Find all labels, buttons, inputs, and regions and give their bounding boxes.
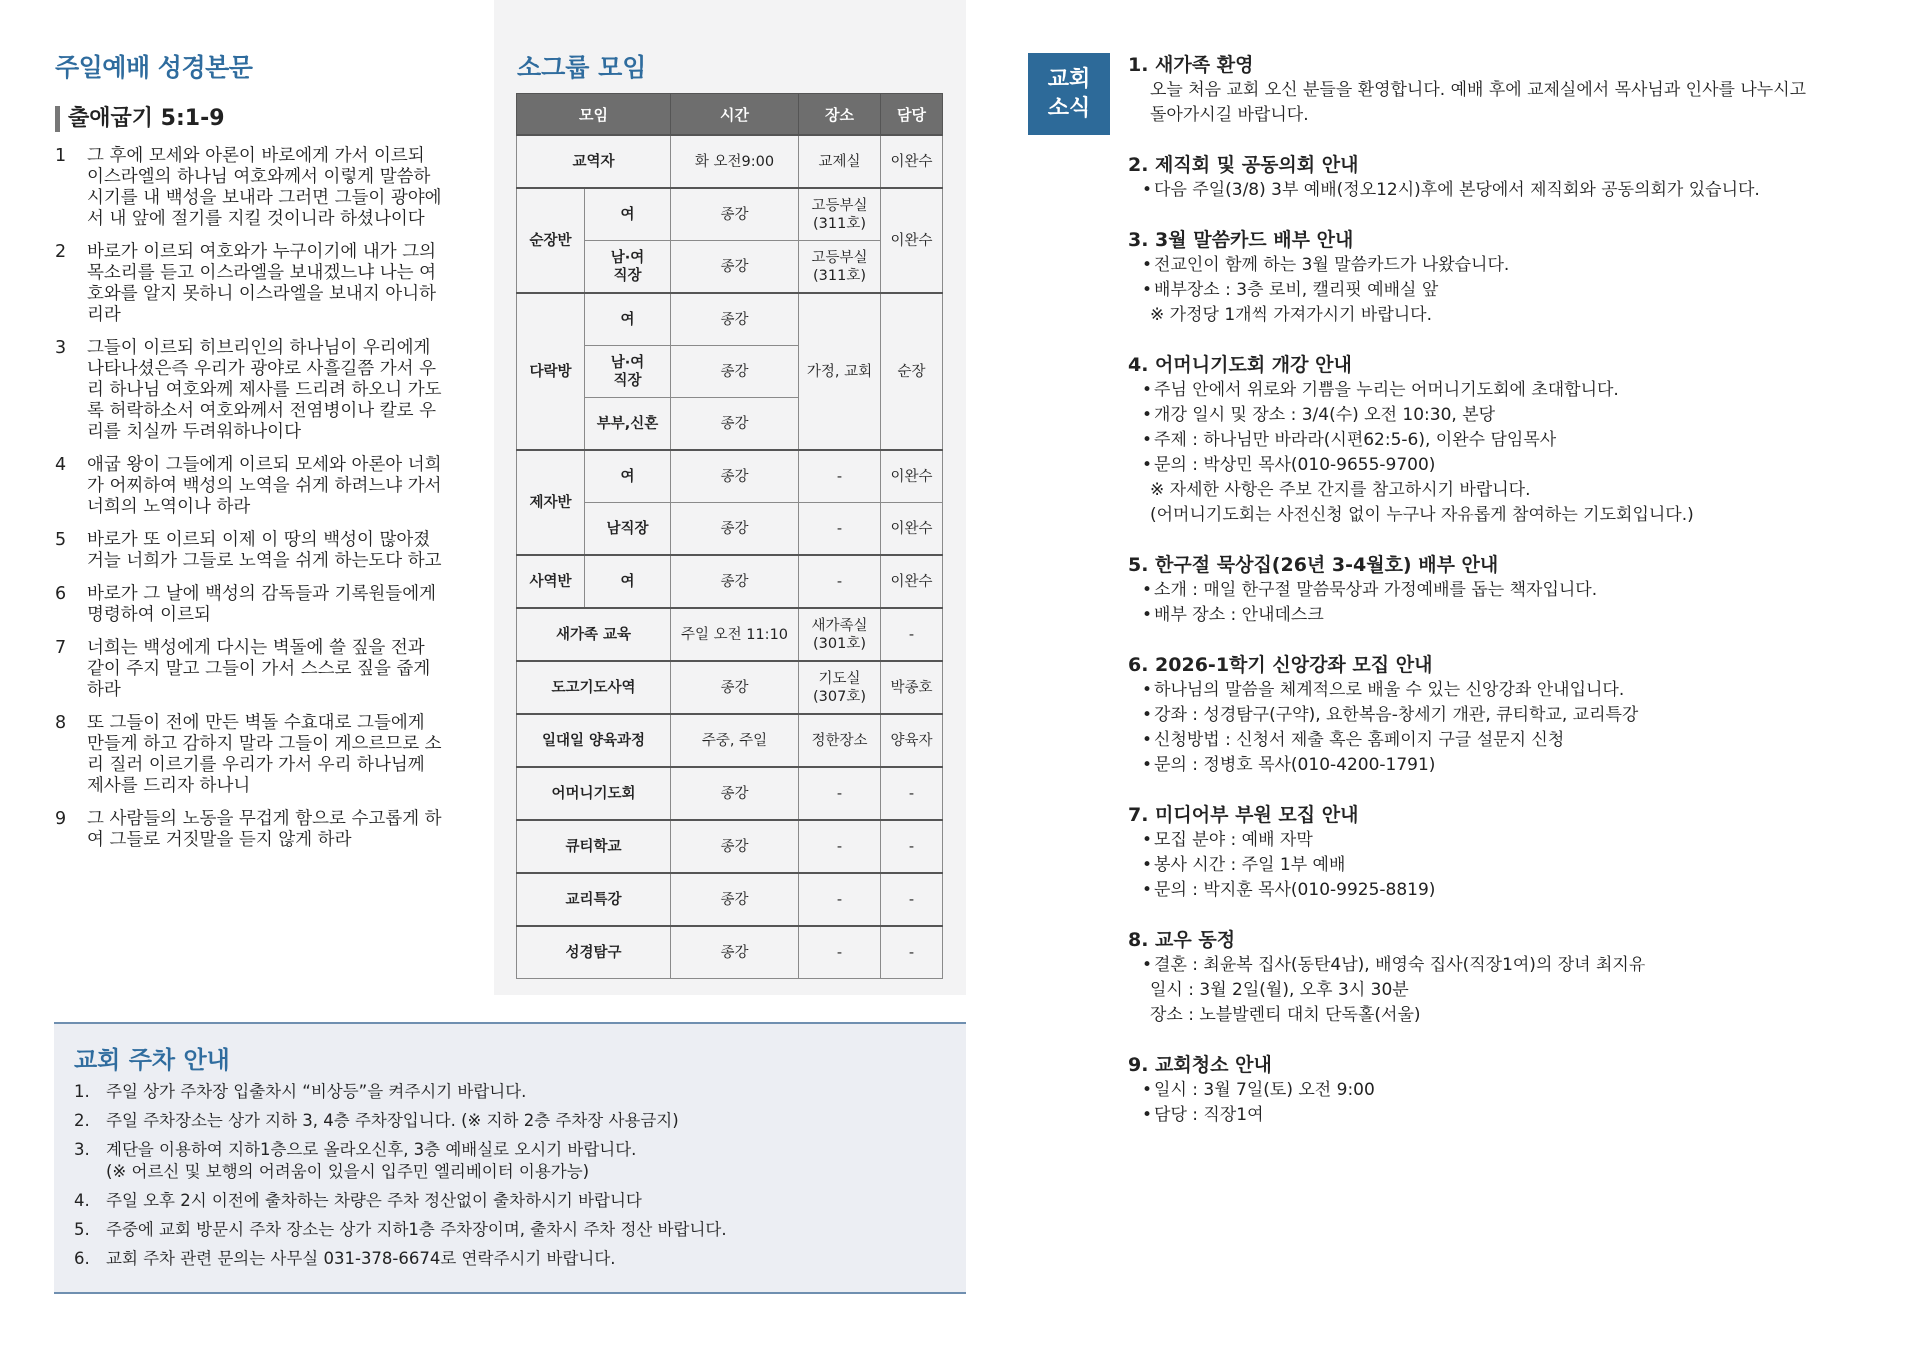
parking-text-wrap — [106, 1248, 616, 1270]
cell-place: 새가족실 (301호) — [799, 608, 881, 661]
news-item-line: 장소 : 노블발렌티 대치 단독홀(서울) — [1150, 1005, 1421, 1025]
cell-group: 순장반 — [517, 188, 585, 293]
cell-place: - — [799, 555, 881, 608]
news-item-line: • 일시 : 3월 7일(토) 오전 9:00 — [1128, 1078, 1888, 1103]
verse-item — [55, 638, 445, 701]
news-item — [1128, 652, 1888, 778]
verse-item — [55, 809, 445, 851]
smallgroup-table — [516, 93, 943, 979]
cell-leader: 양육자 — [881, 714, 943, 767]
parking-text: 주중에 교회 방문시 주차 장소는 상가 지하1층 주차장이며, 출차시 주차 정산 바랍니다. — [106, 1220, 727, 1239]
news-item-line: 오늘 처음 교회 오신 분들을 환영합니다. 예배 후에 교제실에서 목사님과 인사를 나누시고 — [1150, 80, 1807, 100]
cell-place: - — [799, 503, 881, 556]
table-row — [517, 450, 943, 503]
news-item — [1128, 152, 1888, 203]
cell-place: 가정, 교회 — [799, 293, 881, 450]
cell-place: - — [799, 450, 881, 503]
news-item-title: 9. 교회청소 안내 — [1128, 1054, 1272, 1076]
cell-place: - — [799, 926, 881, 979]
news-item-line: ※ 자세한 사항은 주보 간지를 참고하시기 바랍니다. — [1150, 480, 1531, 500]
news-item-title: 5. 한구절 묵상집(26년 3-4월호) 배부 안내 — [1128, 554, 1499, 576]
parking-item — [74, 1081, 954, 1103]
cell-group: 성경탐구 — [517, 926, 671, 979]
cell-place: 교제실 — [799, 135, 881, 188]
parking-number: 6. — [74, 1249, 90, 1268]
parking-item — [74, 1110, 954, 1132]
verse-text: 너희는 백성에게 다시는 벽돌에 쓸 짚을 전과 같이 주지 말고 그들이 가서 스스로 짚을 줍게 하라 — [87, 638, 431, 700]
verse-item — [55, 338, 445, 443]
parking-number: 2. — [74, 1111, 90, 1130]
news-item-line: • 문의 : 박지훈 목사(010-9925-8819) — [1128, 878, 1888, 903]
news-item — [1128, 352, 1888, 528]
parking-text: 주일 상가 주차장 입출차시 “비상등”을 켜주시기 바랍니다. — [106, 1082, 527, 1101]
cell-subgroup: 남직장 — [585, 503, 671, 556]
news-badge — [1028, 53, 1110, 135]
table-row — [517, 555, 943, 608]
news-item-line: • 문의 : 정병호 목사(010-4200-1791) — [1128, 753, 1888, 778]
cell-group: 사역반 — [517, 555, 585, 608]
parking-text: 주일 주차장소는 상가 지하 3, 4층 주차장입니다. (※ 지하 2층 주차장 사용금지) — [106, 1111, 679, 1130]
news-item-line: 일시 : 3월 2일(월), 오후 3시 30분 — [1150, 980, 1409, 1000]
parking-item — [74, 1219, 954, 1241]
cell-time: 종강 — [671, 661, 799, 714]
cell-place: - — [799, 873, 881, 926]
cell-time: 종강 — [671, 767, 799, 820]
cell-place: 고등부실 (311호) — [799, 241, 881, 294]
cell-subgroup: 여 — [585, 555, 671, 608]
parking-text: 계단을 이용하여 지하1층으로 올라오신후, 3층 예배실로 오시기 바랍니다. — [106, 1140, 637, 1159]
verse-text: 그 후에 모세와 아론이 바로에게 가서 이르되 이스라엘의 하나님 여호와께서 이렇게 말씀하시기를 내 백성을 보내라 그러면 그들이 광야에서 내 앞에 절기를 지킬 것이니라 하셨나이다 — [87, 146, 442, 229]
header-time: 시간 — [671, 94, 799, 136]
news-item-title: 8. 교우 동정 — [1128, 929, 1236, 951]
cell-time: 주중, 주일 — [671, 714, 799, 767]
news-badge-line1: 교회 — [1047, 67, 1091, 92]
cell-place: - — [799, 820, 881, 873]
cell-group: 일대일 양육과정 — [517, 714, 671, 767]
news-item-line: • 전교인이 함께 하는 3월 말씀카드가 나왔습니다. — [1128, 253, 1888, 278]
parking-item — [74, 1139, 954, 1183]
verse-item — [55, 584, 445, 626]
cell-leader: 이완수 — [881, 135, 943, 188]
parking-text-wrap — [106, 1190, 642, 1212]
verse-number: 4 — [55, 455, 67, 475]
table-row — [517, 661, 943, 714]
verse-item — [55, 455, 445, 518]
scripture-title: 주일예배 성경본문 — [55, 53, 253, 82]
cell-time: 종강 — [671, 555, 799, 608]
cell-time: 종강 — [671, 926, 799, 979]
verse-item — [55, 530, 445, 572]
verse-text: 바로가 또 이르되 이제 이 땅의 백성이 많아졌거늘 너희가 그들로 노역을 쉬게 하는도다 하고 — [87, 530, 442, 571]
verse-text: 바로가 이르되 여호와가 누구이기에 내가 그의 목소리를 듣고 이스라엘을 보내겠느냐 나는 여호와를 알지 못하니 이스라엘을 보내지 아니하리라 — [87, 242, 437, 325]
news-item-line: • 모집 분야 : 예배 자막 — [1128, 828, 1888, 853]
parking-text-wrap — [106, 1081, 526, 1103]
parking-list — [74, 1081, 954, 1277]
cell-time: 화 오전9:00 — [671, 135, 799, 188]
verse-number: 6 — [55, 584, 67, 604]
verse-number: 5 — [55, 530, 67, 550]
news-item-line: ※ 가정당 1개씩 가져가시기 바랍니다. — [1150, 305, 1432, 325]
cell-group: 어머니기도회 — [517, 767, 671, 820]
news-item-line: • 문의 : 박상민 목사(010-9655-9700) — [1128, 453, 1888, 478]
cell-subgroup: 남·여 직장 — [585, 241, 671, 294]
cell-time: 종강 — [671, 820, 799, 873]
news-item-title: 1. 새가족 환영 — [1128, 54, 1254, 76]
table-row — [517, 926, 943, 979]
cell-subgroup: 남·여 직장 — [585, 346, 671, 398]
verse-text: 또 그들이 전에 만든 벽돌 수효대로 그들에게 만들게 하고 감하지 말라 그들이 게으르므로 소리 질러 이르기를 우리가 가서 우리 하나님께 제사를 드리자 하나니 — [87, 713, 442, 796]
cell-group: 교리특강 — [517, 873, 671, 926]
parking-number: 1. — [74, 1082, 90, 1101]
cell-leader: 이완수 — [881, 503, 943, 556]
cell-leader: 이완수 — [881, 450, 943, 503]
table-row — [517, 608, 943, 661]
scripture-section — [55, 48, 445, 863]
news-item-line: • 주님 안에서 위로와 기쁨을 누리는 어머니기도회에 초대합니다. — [1128, 378, 1888, 403]
news-item-line: • 다음 주일(3/8) 3부 예배(정오12시)후에 본당에서 제직회와 공동의회가 있습니다. — [1128, 178, 1888, 203]
cell-leader: 이완수 — [881, 188, 943, 293]
news-item-line: • 강좌 : 성경탐구(구약), 요한복음-창세기 개관, 큐티학교, 교리특강 — [1128, 703, 1888, 728]
verse-number: 1 — [55, 146, 67, 166]
cell-leader: - — [881, 873, 943, 926]
cell-group: 도고기도사역 — [517, 661, 671, 714]
cell-group: 교역자 — [517, 135, 671, 188]
news-item-line: • 결혼 : 최윤복 집사(동탄4남), 배영숙 집사(직장1여)의 장녀 최지유 — [1128, 953, 1888, 978]
verse-list — [55, 146, 445, 851]
news-item-line: • 담당 : 직장1여 — [1128, 1103, 1888, 1128]
parking-title: 교회 주차 안내 — [74, 1046, 230, 1074]
verse-item — [55, 146, 445, 230]
cell-time: 종강 — [671, 293, 799, 346]
news-item — [1128, 927, 1888, 1028]
news-item-title: 2. 제직회 및 공동의회 안내 — [1128, 154, 1359, 176]
news-item — [1128, 552, 1888, 628]
parking-text-wrap — [106, 1110, 679, 1132]
news-item-line: • 봉사 시간 : 주일 1부 예배 — [1128, 853, 1888, 878]
table-row — [517, 188, 943, 241]
news-item-line: • 개강 일시 및 장소 : 3/4(수) 오전 10:30, 본당 — [1128, 403, 1888, 428]
header-place: 장소 — [799, 94, 881, 136]
cell-group: 제자반 — [517, 450, 585, 555]
parking-text: 교회 주차 관련 문의는 사무실 031-378-6674로 연락주시기 바랍니다. — [106, 1249, 616, 1268]
news-item-title: 6. 2026-1학기 신앙강좌 모집 안내 — [1128, 654, 1433, 676]
table-row — [517, 873, 943, 926]
news-item-line: (어머니기도회는 사전신청 없이 누구나 자유롭게 참여하는 기도회입니다.) — [1150, 505, 1694, 525]
header-group: 모임 — [517, 94, 671, 136]
cell-group: 새가족 교육 — [517, 608, 671, 661]
verse-number: 3 — [55, 338, 67, 358]
parking-note: (※ 어르신 및 보행의 어려움이 있을시 입주민 엘리베이터 이용가능) — [106, 1162, 590, 1181]
verse-number: 2 — [55, 242, 67, 262]
cell-leader: 박종호 — [881, 661, 943, 714]
cell-subgroup: 부부,신혼 — [585, 398, 671, 451]
cell-leader: 이완수 — [881, 555, 943, 608]
cell-place: 기도실 (307호) — [799, 661, 881, 714]
cell-subgroup: 여 — [585, 293, 671, 346]
cell-time: 종강 — [671, 873, 799, 926]
cell-place: - — [799, 767, 881, 820]
parking-number: 4. — [74, 1191, 90, 1210]
parking-item — [74, 1248, 954, 1270]
news-item-line: 돌아가시길 바랍니다. — [1150, 105, 1309, 125]
news-item-title: 7. 미디어부 부원 모집 안내 — [1128, 804, 1359, 826]
cell-time: 종강 — [671, 188, 799, 241]
cell-time: 종강 — [671, 346, 799, 398]
verse-text: 그들이 이르되 히브리인의 하나님이 우리에게 나타나셨은즉 우리가 광야로 사흘길쯤 가서 우리 하나님 여호와께 제사를 드리려 하오니 가도록 허락하소서 여호와께서 전염병이나 칼로 우리를 치실까 두려워하나이다 — [87, 338, 442, 442]
verse-text: 그 사람들의 노동을 무겁게 함으로 수고롭게 하여 그들로 거짓말을 듣지 않게 하라 — [87, 809, 442, 850]
cell-subgroup: 여 — [585, 450, 671, 503]
smallgroup-title: 소그룹 모임 — [517, 53, 647, 82]
verse-number: 7 — [55, 638, 67, 658]
parking-number: 5. — [74, 1220, 90, 1239]
parking-number: 3. — [74, 1140, 90, 1159]
cell-place: 고등부실 (311호) — [799, 188, 881, 241]
verse-number: 9 — [55, 809, 67, 829]
table-row — [517, 767, 943, 820]
cell-leader: 순장 — [881, 293, 943, 450]
table-row — [517, 714, 943, 767]
table-row — [517, 820, 943, 873]
table-header-row — [517, 94, 943, 136]
cell-subgroup: 여 — [585, 188, 671, 241]
cell-time: 종강 — [671, 241, 799, 294]
news-item-line: • 신청방법 : 신청서 제출 혹은 홈페이지 구글 설문지 신청 — [1128, 728, 1888, 753]
header-leader: 담당 — [881, 94, 943, 136]
cell-leader: - — [881, 767, 943, 820]
parking-item — [74, 1190, 954, 1212]
parking-section — [54, 1022, 966, 1294]
verse-text: 바로가 그 날에 백성의 감독들과 기록원들에게 명령하여 이르되 — [87, 584, 437, 625]
cell-leader: - — [881, 926, 943, 979]
verse-item — [55, 713, 445, 797]
cell-time: 종강 — [671, 450, 799, 503]
cell-time: 주일 오전 11:10 — [671, 608, 799, 661]
news-item — [1128, 227, 1888, 328]
news-item — [1128, 802, 1888, 903]
cell-leader: - — [881, 820, 943, 873]
news-item — [1128, 52, 1888, 128]
news-item-title: 3. 3월 말씀카드 배부 안내 — [1128, 229, 1354, 251]
news-item-line: • 배부 장소 : 안내데스크 — [1128, 603, 1888, 628]
verse-item — [55, 242, 445, 326]
cell-group: 다락방 — [517, 293, 585, 450]
verse-number: 8 — [55, 713, 67, 733]
verse-text: 애굽 왕이 그들에게 이르되 모세와 아론아 너희가 어찌하여 백성의 노역을 쉬게 하려느냐 가서 너희의 노역이나 하라 — [87, 455, 442, 517]
parking-text: 주일 오후 2시 이전에 출차하는 차량은 주차 정산없이 출차하시기 바랍니다 — [106, 1191, 642, 1210]
table-row — [517, 293, 943, 346]
news-item-title: 4. 어머니기도회 개강 안내 — [1128, 354, 1352, 376]
cell-leader: - — [881, 608, 943, 661]
parking-text-wrap — [106, 1139, 636, 1183]
news-item-line: • 하나님의 말씀을 체계적으로 배울 수 있는 신앙강좌 안내입니다. — [1128, 678, 1888, 703]
news-item-line: • 배부장소 : 3층 로비, 캘리핏 예배실 앞 — [1128, 278, 1888, 303]
news-list — [1128, 52, 1888, 1152]
cell-time: 종강 — [671, 503, 799, 556]
table-row — [517, 135, 943, 188]
news-badge-line2: 소식 — [1047, 96, 1091, 121]
news-item — [1128, 1052, 1888, 1128]
cell-group: 큐티학교 — [517, 820, 671, 873]
news-item-line: • 소개 : 매일 한구절 말씀묵상과 가정예배를 돕는 책자입니다. — [1128, 578, 1888, 603]
cell-place: 정한장소 — [799, 714, 881, 767]
cell-time: 종강 — [671, 398, 799, 451]
parking-text-wrap — [106, 1219, 727, 1241]
news-item-line: • 주제 : 하나님만 바라라(시편62:5-6), 이완수 담임목사 — [1128, 428, 1888, 453]
scripture-reference: 출애굽기 5:1-9 — [55, 106, 445, 132]
